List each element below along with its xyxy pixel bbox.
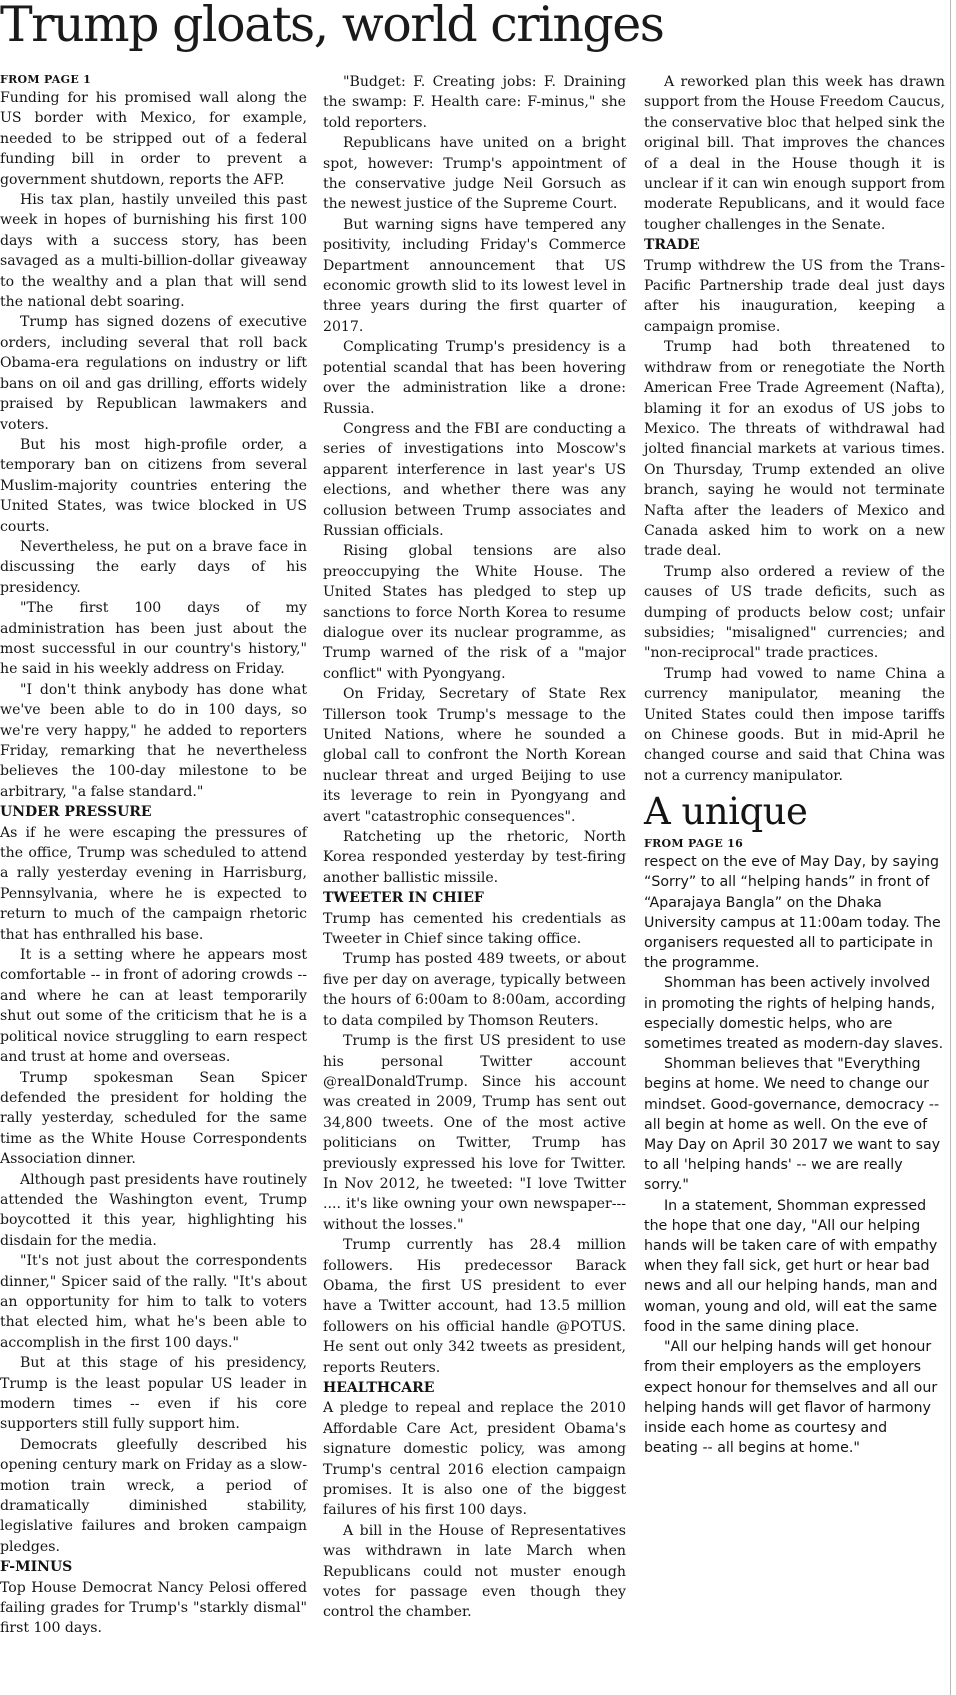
paragraph: It is a setting where he appears most comfortable -- in front of adoring crowds -- and where he can at least temporarily shut out some of the criticism that he is a political novice struggling to earn respect and trust at home and overseas. [0,947,307,1066]
paragraph: Trump has signed dozens of executive orders, including several that roll back Obama-era regulations on industry or lift bans on oil and gas drilling, efforts widely praised by Republican lawmakers and voters. [0,314,307,433]
paragraph: "All our helping hands will get honour from their employers as the employers expect honour for themselves and all our helping hands will get flavor of harmony inside each home as courtesy and beating -- all begins at home." [644,1339,938,1457]
paragraph: Top House Democrat Nancy Pelosi offered failing grades for Trump's "starkly dismal" first 100 days. [0,1579,307,1637]
paragraph: "The first 100 days of my administration has been just about the most successful in our country's history," he said in his weekly address on Friday. [0,600,307,678]
paragraph: A bill in the House of Representatives was withdrawn in late March when Republicans could not muster enough votes for passage even though they control the chamber. [323,1522,626,1621]
paragraph: Trump spokesman Sean Spicer defended the president for holding the rally yesterday, scheduled for the same time as the White House Correspondents Association dinner. [0,1069,307,1168]
paragraph: A pledge to repeal and replace the 2010 Affordable Care Act, president Obama's signature domestic policy, was among Trump's central 2016 election campaign promises. It is also one of the biggest failures of his first 100 days. [323,1400,626,1519]
paragraph: But his most high-profile order, a temporary ban on citizens from several Muslim-majority countries entering the United States, was twice blocked in US courts. [0,436,307,535]
paragraph: Although past presidents have routinely attended the Washington event, Trump boycotted it this year, highlighting his disdain for the media. [0,1171,307,1249]
paragraph: A reworked plan this week has drawn support from the House Freedom Caucus, the conservative bloc that helped sink the original bill. That improves the chances of a deal in the House though it is unclear if it can win enough support from moderate Republicans, and it would face tougher challenges in the Senate. [644,74,945,233]
paragraph: Trump withdrew the US from the Trans-Pacific Partnership trade deal just days after his inauguration, keeping a campaign promise. [644,257,945,335]
story-a-unique [644,788,945,1458]
kicker-from-page: FROM PAGE 1 [0,73,92,86]
headline: Trump gloats, world cringes [0,0,664,53]
paragraph: respect on the eve of May Day, by saying “Sorry” to all “helping hands” in front of “Aparajaya Bangla” on the Dhaka University campus at 11:00am today. The organisers requested all to participate in the programme. [644,854,941,972]
story2-body [644,852,945,1458]
paragraph: "I don't think anybody has done what we've been able to do in 100 days, so we're very happy," he added to reporters Friday, remarking that he nevertheless believes the 100-day milestone to be arbitrary, "a false standard." [0,681,307,800]
subhead-trade: TRADE [644,237,700,254]
paragraph: "Budget: F. Creating jobs: F. Draining the swamp: F. Health care: F-minus," she told reporters. [323,74,626,131]
article-body-col3 [644,72,945,786]
paragraph: Complicating Trump's presidency is a potential scandal that has been hovering over the administration like a drone: Russia. [323,339,626,417]
column-1 [0,72,307,1639]
paragraph: Nevertheless, he put on a brave face in discussing the early days of his presidency. [0,538,307,596]
paragraph: On Friday, Secretary of State Rex Tillerson took Trump's message to the United Nations, where he sounded a global call to confront the North Korean nuclear threat and urged Beijing to use its leverage to rein in Pyongyang and avert "catastrophic consequences". [323,686,626,825]
paragraph: Rising global tensions are also preoccupying the White House. The United States has pledged to step up sanctions to force North Korea to resume dialogue over its nuclear programme, as Trump warned of the risk of a "major conflict" with Pyongyang. [323,543,626,682]
paragraph: In a statement, Shomman expressed the hope that one day, "All our helping hands will be taken care of with empathy when they fall sick, get hurt or hear bad news and all our helping hands, man and woman, young and old, will eat the same food in the same dining place. [644,1197,938,1335]
paragraph: Congress and the FBI are conducting a series of investigations into Moscow's apparent interference in last year's US elections, and whether there was any collusion between Trump associates and Russian officials. [323,420,626,539]
article-body-col2 [323,72,626,1623]
subhead-healthcare: HEALTHCARE [323,1380,435,1396]
article-body-col1 [0,88,307,1639]
story2-headline: A unique [644,790,808,834]
paragraph: Trump had vowed to name China a currency manipulator, meaning the United States could then impose tariffs on Chinese goods. But in mid-April he changed course and said that China was not a currency manipulator. [644,665,945,784]
paragraph: Ratcheting up the rhetoric, North Korea responded yesterday by test-firing another ballistic missile. [323,829,626,886]
paragraph: Democrats gleefully described his opening century mark on Friday as a slow-motion train wreck, a period of dramatically diminished stability, legislative failures and broken campaign pledges. [0,1436,307,1555]
paragraph: Trump is the first US president to use his personal Twitter account @realDonaldTrump. Since his account was created in 2009, Trump has sent out 34,800 tweets. One of the most active politicians on Twitter, Trump has previously expressed his love for Twitter. In Nov 2012, he tweeted: "I love Twitter .... it's like owning your own newspaper--- without the losses." [323,1033,626,1233]
paragraph: Republicans have united on a bright spot, however: Trump's appointment of the conservative judge Neil Gorsuch as the newest justice of the Supreme Court. [323,135,626,213]
subhead-f-minus: F-MINUS [0,1559,73,1576]
kicker-from-page-16: FROM PAGE 16 [644,837,744,851]
paragraph: Trump has cemented his credentials as Tweeter in Chief since taking office. [323,910,626,948]
subhead-tweeter-in-chief: TWEETER IN CHIEF [323,890,484,907]
paragraph: Shomman believes that "Everything begins at home. We need to change our mindset. Good-governance, democracy -- all begin at home as well. On the eve of May Day on April 30 2017 we want to say to all 'helping hands' -- we are really sorry." [644,1056,941,1194]
paragraph: Shomman has been actively involved in promoting the rights of helping hands, especially domestic helps, who are sometimes treated as modern-day slaves. [644,975,944,1053]
column-2 [323,72,626,1623]
paragraph: "It's not just about the correspondents dinner," Spicer said of the rally. "It's about an opportunity for him to talk to voters that elected him, what he's been able to accomplish in the first 100 days." [0,1253,307,1351]
paragraph: As if he were escaping the pressures of the office, Trump was scheduled to attend a rally yesterday evening in Harrisburg, Pennsylvania, where he is expected to return to much of the campaign rhetoric that has enthralled his base. [0,824,307,943]
paragraph: Funding for his promised wall along the US border with Mexico, for example, needed to be stripped out of a federal funding bill in order to prevent a government shutdown, reports the AFP. [0,90,307,188]
paragraph: But at this stage of his presidency, Trump is the least popular US leader in modern times -- even if his core supporters still fully support him. [0,1355,307,1433]
paragraph: Trump also ordered a review of the causes of US trade deficits, such as dumping of products below cost; unfair subsidies; "misaligned" currencies; and "non-reciprocal" trade practices. [644,563,945,662]
paragraph: Trump had both threatened to withdraw from or renegotiate the North American Free Trade Agreement (Nafta), blaming it for an exodus of US jobs to Mexico. The threats of withdrawal had jolted financial markets at various times. On Thursday, Trump extended an olive branch, saying he would not terminate Nafta after the leaders of Mexico and Canada asked him to work on a new trade deal. [644,339,945,560]
paragraph: Trump currently has 28.4 million followers. His predecessor Barack Obama, the first US president to ever have a Twitter account, had 13.5 million followers on his official handle @POTUS. He sent out only 342 tweets as president, reports Reuters. [323,1237,626,1376]
column-3 [644,72,945,1458]
subhead-under-pressure: UNDER PRESSURE [0,804,152,821]
paragraph: But warning signs have tempered any positivity, including Friday's Commerce Department announcement that US economic growth slid to its lowest level in three years during the first quarter of 2017. [323,216,626,335]
paragraph: Trump has posted 489 tweets, or about five per day on average, typically between the hours of 6:00am to 8:00am, according to data compiled by Thomson Reuters. [323,951,626,1029]
column-rule [950,0,951,1695]
paragraph: His tax plan, hastily unveiled this past week in hopes of burnishing his first 100 days with a success story, has been savaged as a multi-billion-dollar giveaway to the wealthy and a plan that will send the national debt soaring. [0,192,307,311]
